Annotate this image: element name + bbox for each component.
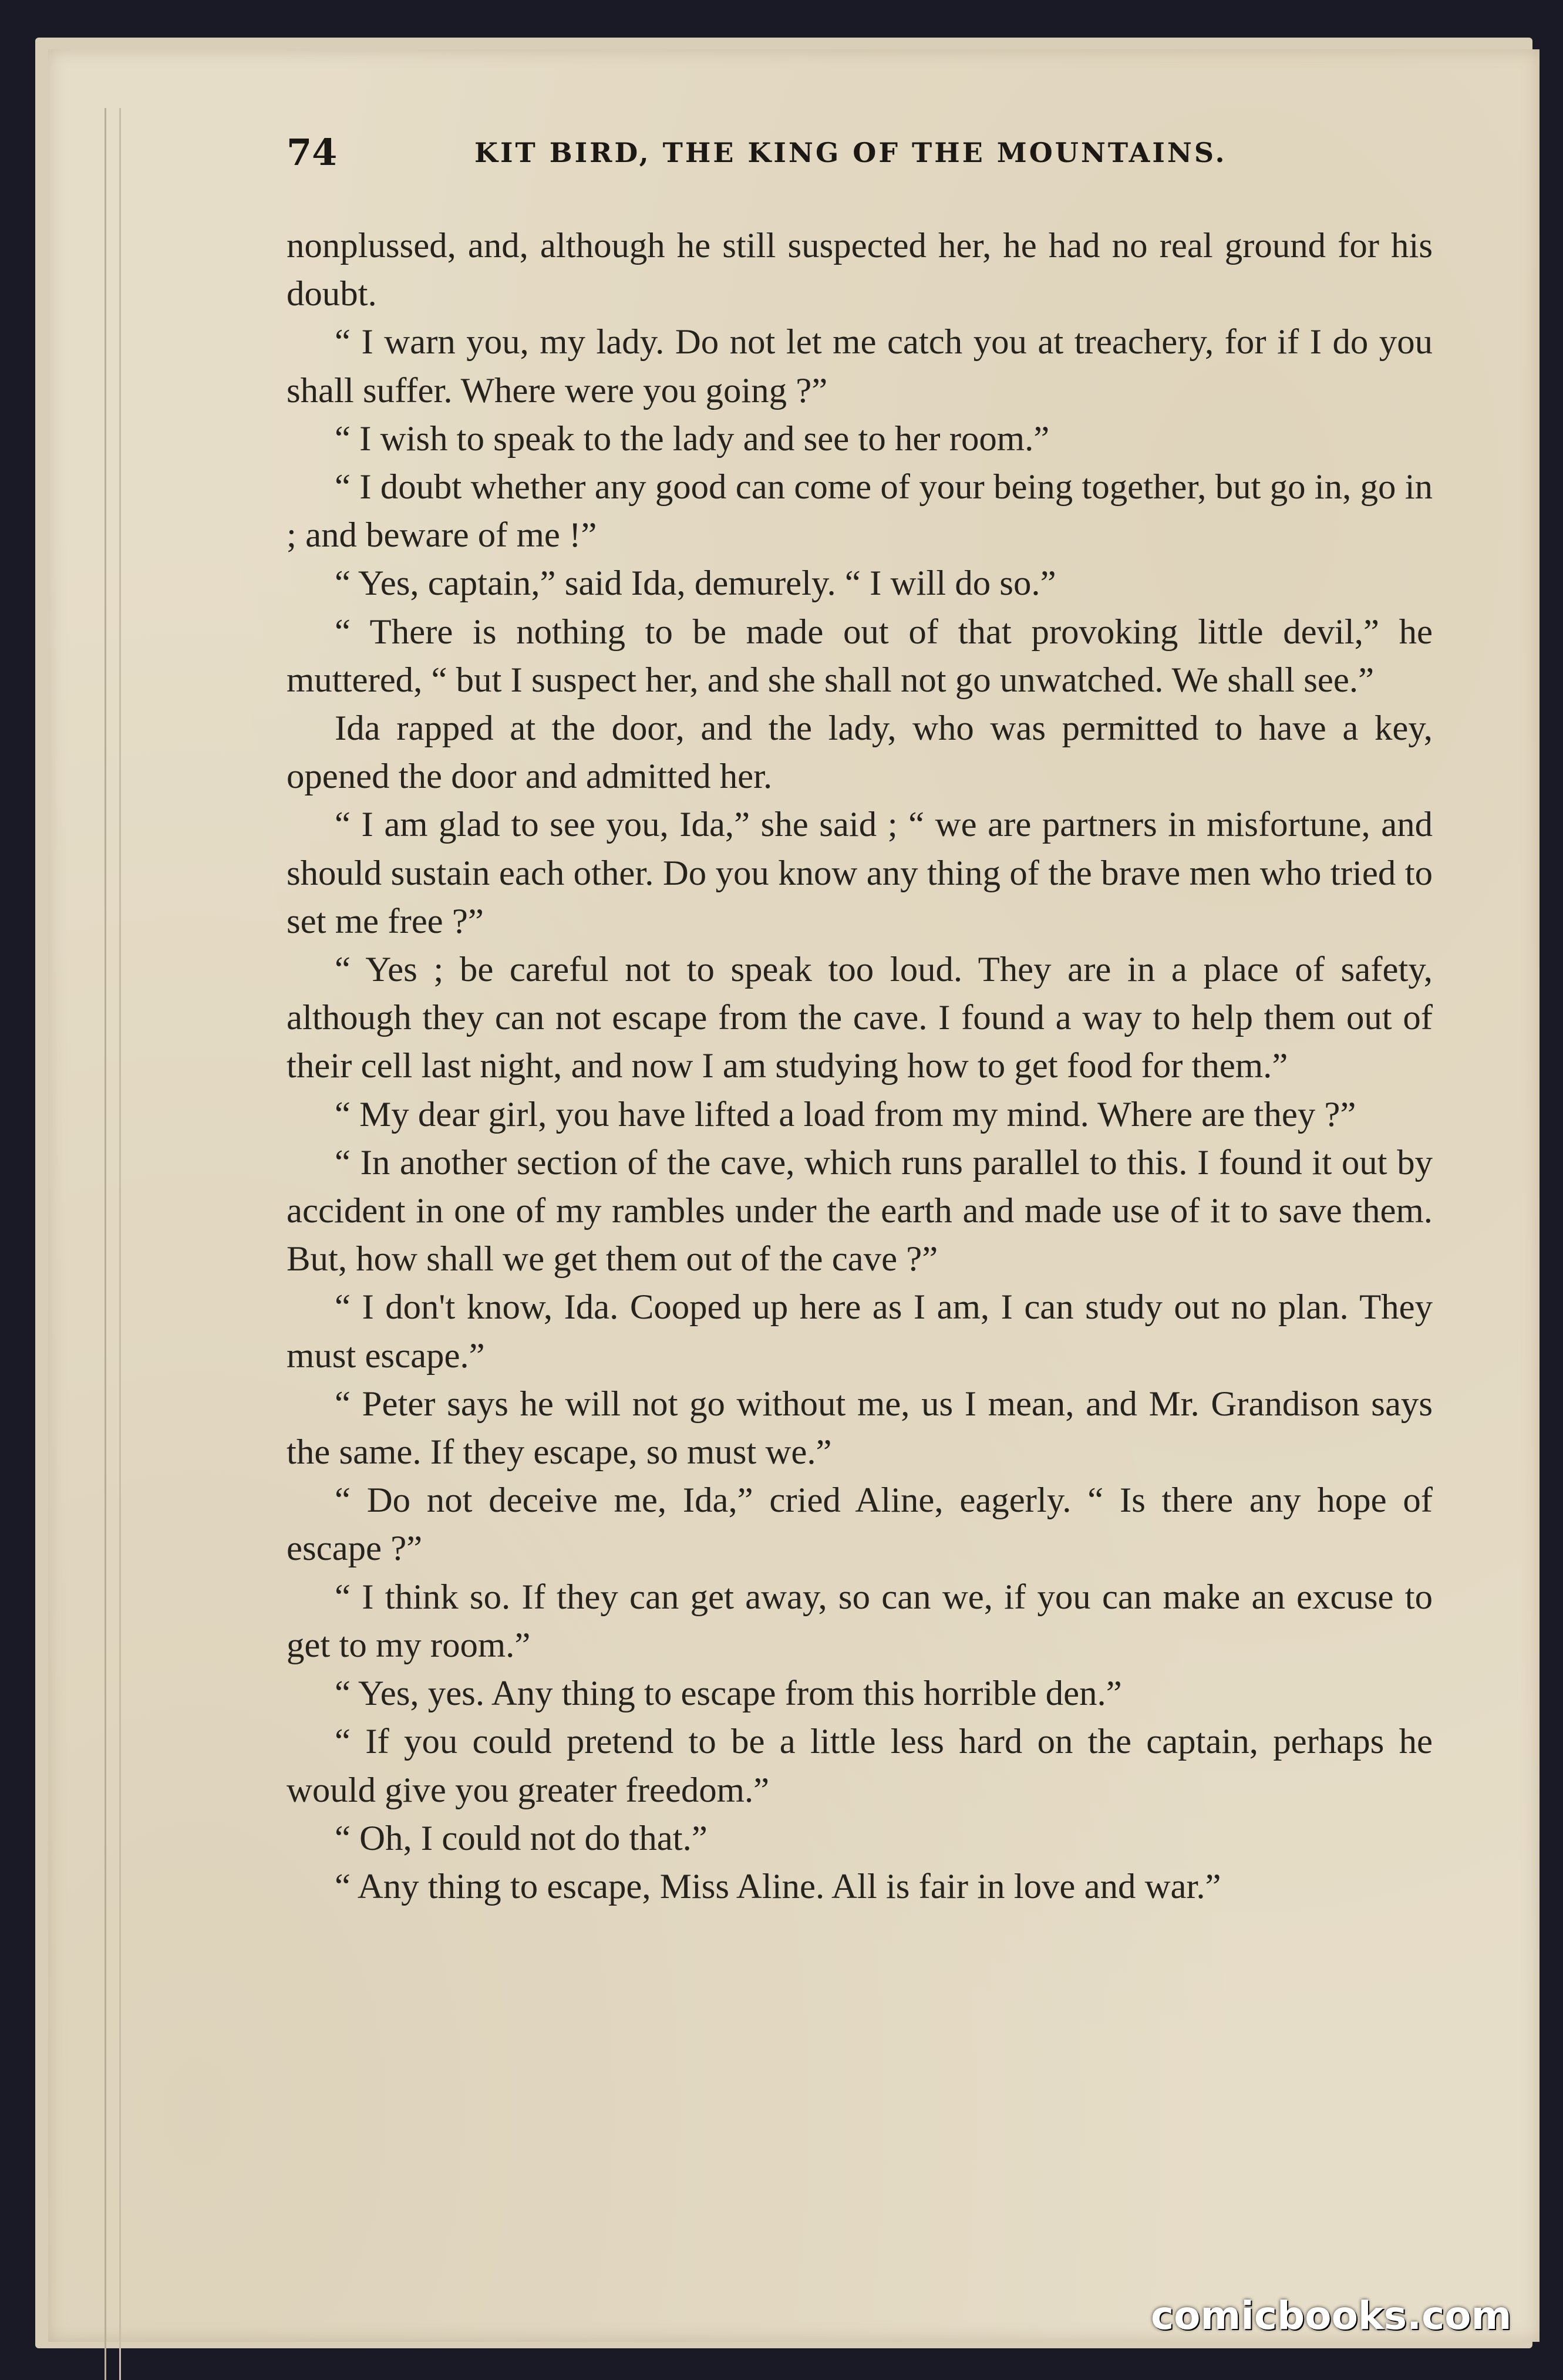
page-gutter-lines — [105, 108, 121, 2380]
running-title: KIT BIRD, THE KING OF THE MOUNTAINS. — [474, 137, 1227, 168]
paragraph: “ There is nothing to be made out of that provoking little devil,” he muttered, “ but I suspect her, and she shall not go unwatched. We shall see.” — [287, 612, 1433, 700]
paragraph: “ Yes, yes. Any thing to escape from this horrible den.” — [335, 1674, 1122, 1714]
paragraph: “ I don't know, Ida. Cooped up here as I am, I can study out no plan. They must escape.” — [287, 1287, 1433, 1376]
paragraph: “ Oh, I could not do that.” — [335, 1818, 708, 1858]
site-watermark: comicbooks.com — [1151, 2293, 1512, 2338]
paragraph: “ Yes ; be careful not to speak too loud. They are in a place of safety, although they can not escape from the cave. I found a way to help them out of their cell last night, and now I am studying how to get food for them.” — [287, 950, 1433, 1086]
page-header — [287, 129, 1426, 176]
paragraph: “ If you could pretend to be a little less hard on the captain, perhaps he would give you greater freedom.” — [287, 1722, 1433, 1810]
paragraph: “ In another section of the cave, which runs parallel to this. I found it out by accident in one of my rambles under the earth and made use of it to save them. But, how shall we get them out of the cave ?” — [287, 1142, 1433, 1279]
paragraph: “ My dear girl, you have lifted a load from my mind. Where are they ?” — [335, 1094, 1356, 1134]
paragraph: “ I doubt whether any good can come of your being together, but go in, go in ; and beware of me !” — [287, 467, 1433, 555]
paragraph: “ I am glad to see you, Ida,” she said ; “ we are partners in misfortune, and should sustain each other. Do you know any thing of the brave men who tried to set me free ?” — [287, 805, 1433, 941]
paragraph: “ Peter says he will not go without me, us I mean, and Mr. Grandison says the same. If they escape, so must we.” — [287, 1384, 1433, 1472]
paragraph: nonplussed, and, although he still suspected her, he had no real ground for his doubt. — [287, 226, 1433, 314]
paragraph: “ Any thing to escape, Miss Aline. All is fair in love and war.” — [335, 1866, 1221, 1906]
paragraph: Ida rapped at the door, and the lady, who was permitted to have a key, opened the door and admitted her. — [287, 709, 1433, 797]
body-text — [287, 222, 1433, 1911]
page-number: 74 — [287, 131, 338, 174]
paragraph: “ I think so. If they can get away, so can we, if you can make an excuse to get to my room.” — [287, 1577, 1433, 1665]
paragraph: “ Do not deceive me, Ida,” cried Aline, eagerly. “ Is there any hope of escape ?” — [287, 1481, 1433, 1569]
paragraph: “ I wish to speak to the lady and see to her room.” — [335, 419, 1050, 459]
paragraph: “ I warn you, my lady. Do not let me catch you at treachery, for if I do you shall suffer. Where were you going ?” — [287, 322, 1433, 410]
paragraph: “ Yes, captain,” said Ida, demurely. “ I will do so.” — [335, 564, 1056, 604]
